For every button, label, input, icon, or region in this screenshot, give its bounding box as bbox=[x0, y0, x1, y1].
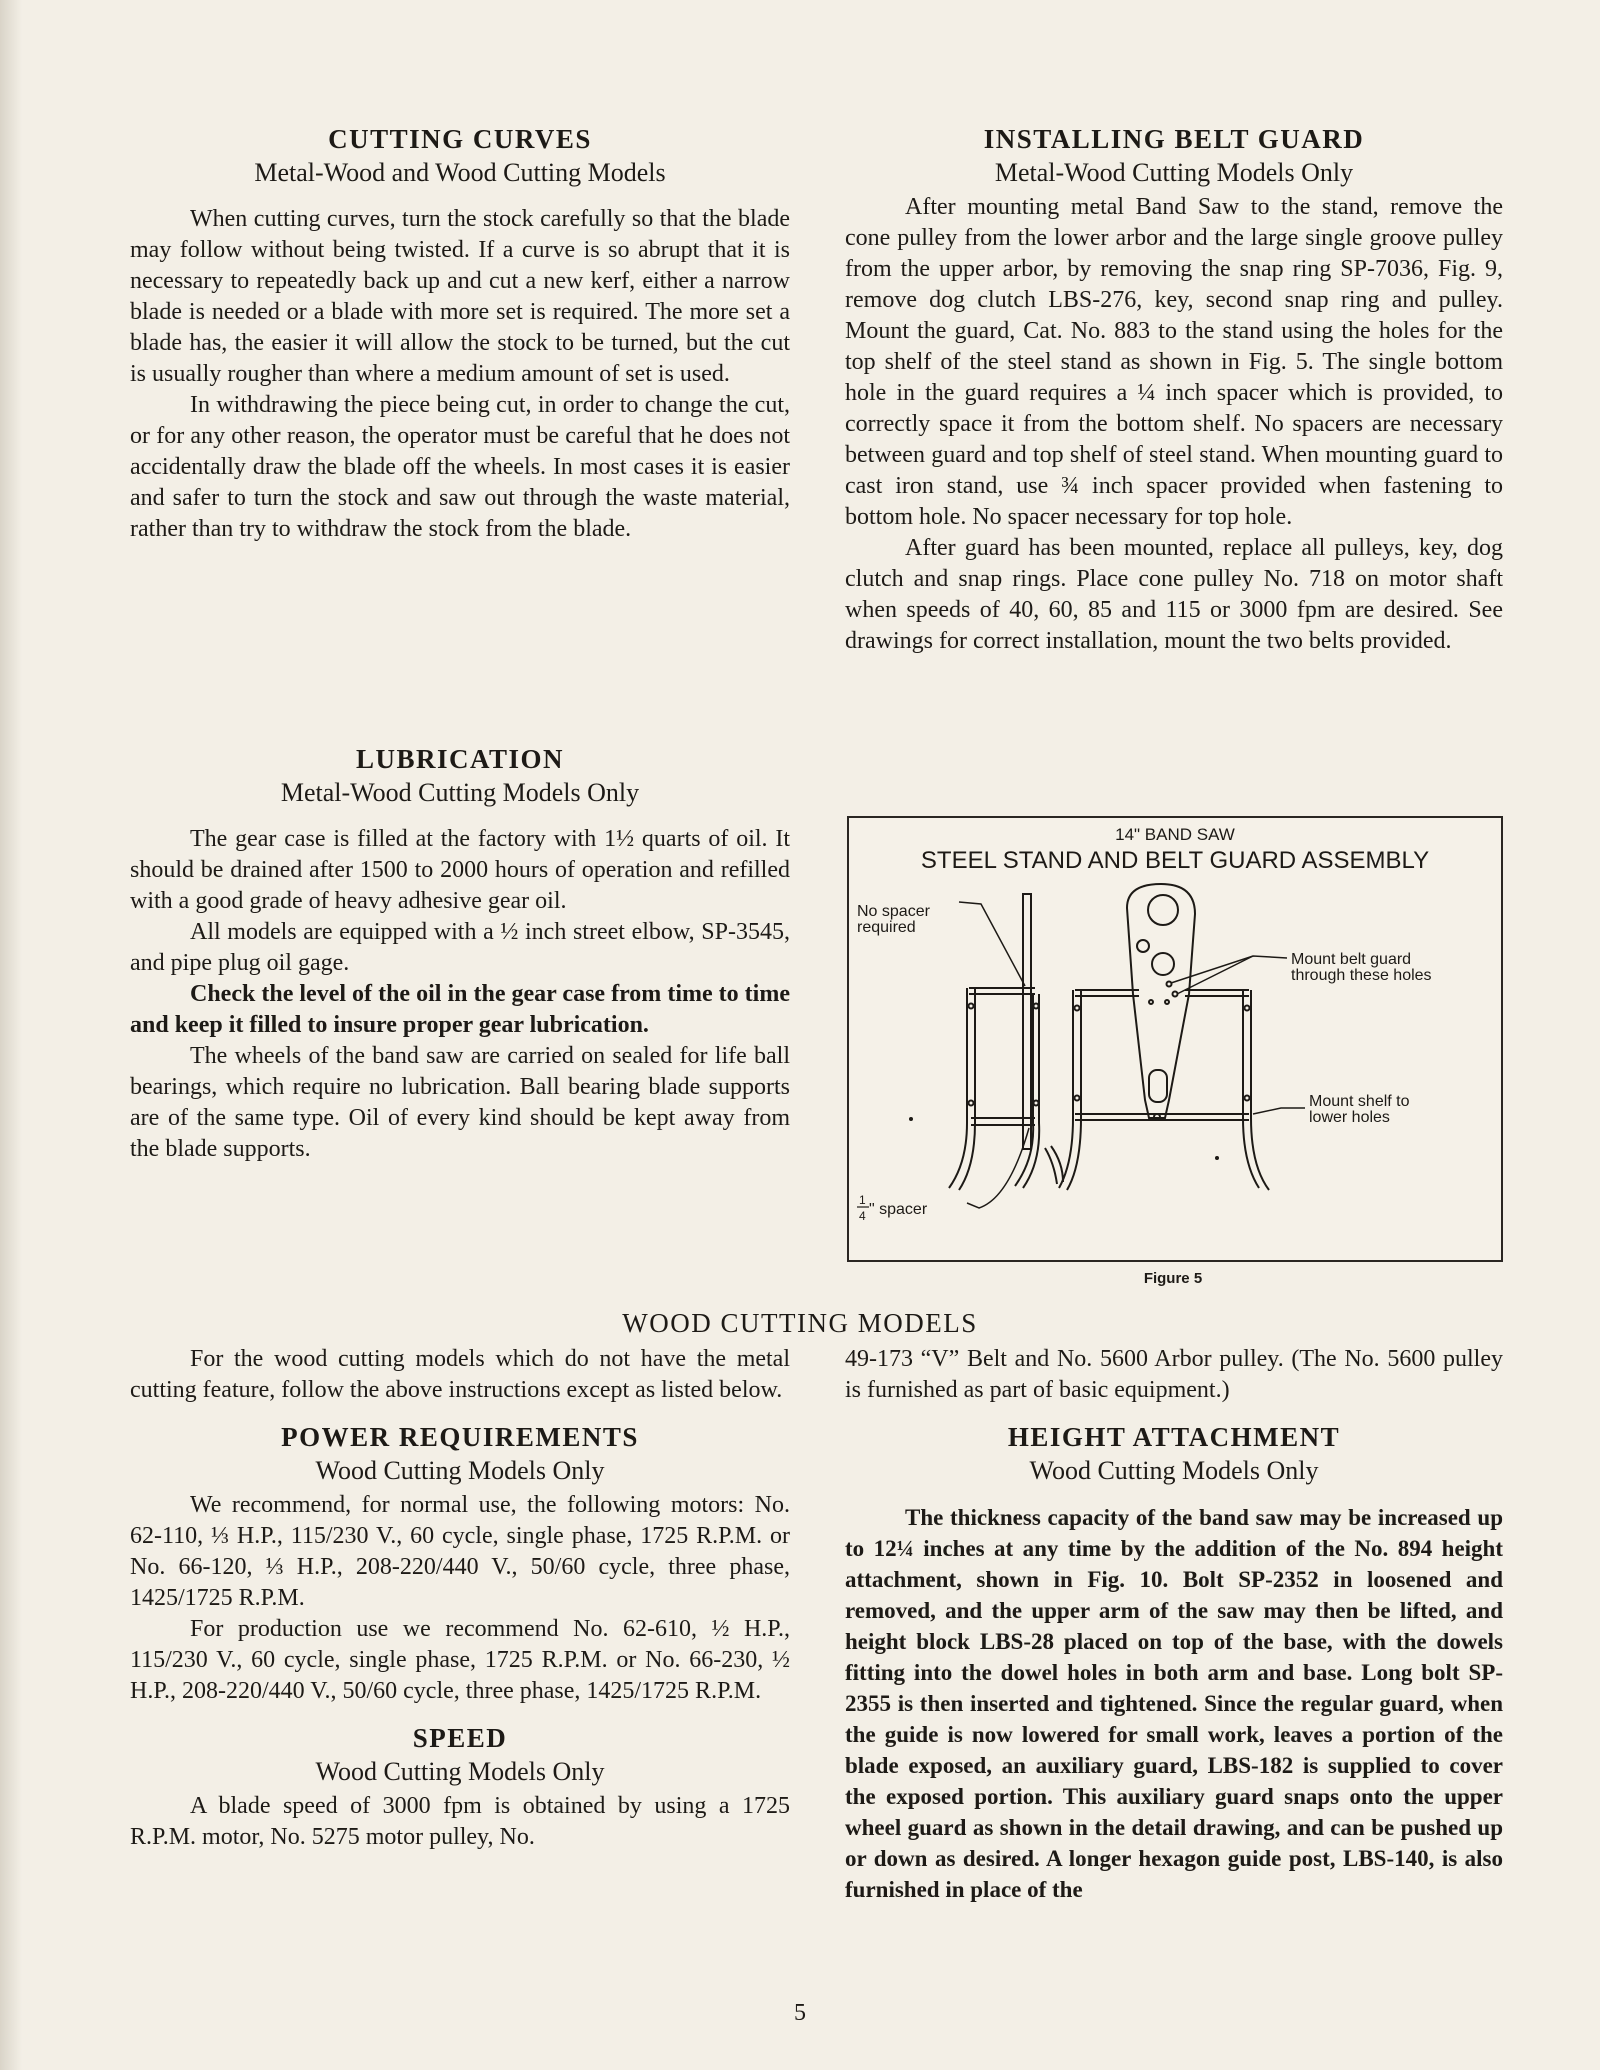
label-no-spacer-line2: required bbox=[857, 919, 916, 936]
belt-guard-assembly-drawing bbox=[849, 818, 1501, 1260]
lubrication-paragraph-3: Check the level of the oil in the gear case from time to time and keep it filled to insure proper gear lubrication. bbox=[130, 981, 790, 1038]
label-mount-shelf-line2: lower holes bbox=[1309, 1109, 1390, 1126]
cutting-curves-subheading: Metal-Wood and Wood Cutting Models bbox=[254, 158, 666, 187]
stray-dot-2 bbox=[1215, 1156, 1219, 1160]
figure-caption: Figure 5 bbox=[1143, 1270, 1203, 1287]
height-attachment-subheading: Wood Cutting Models Only bbox=[1029, 1456, 1319, 1485]
section-wood-cutting-left bbox=[130, 1344, 790, 1853]
label-spacer-numerator: 1 bbox=[859, 1193, 866, 1207]
belt-guard-paragraph-2: After guard has been mounted, replace all pulleys, key, dog clutch and snap rings. Place cone pulley No. 718 on motor shaft when speeds of 40, 60, 85 and 115 or 3000 fpm are desired. See drawings for correct installation, mount the two belts provided. bbox=[845, 535, 1503, 654]
lubrication-heading: LUBRICATION bbox=[355, 744, 565, 774]
wood-cutting-intro: For the wood cutting models which do not have the metal cutting feature, follow the above instructions except as listed below. bbox=[130, 1346, 790, 1403]
label-mount-guard-line2: through these holes bbox=[1291, 967, 1432, 984]
page-edge-shadow bbox=[0, 0, 22, 2070]
lubrication-paragraph-1: The gear case is filled at the factory with 1½ quarts of oil. It should be drained after 1500 to 2000 hours of operation and refilled with a good grade of heavy adhesive gear oil. bbox=[130, 826, 790, 914]
label-spacer-denominator: 4 bbox=[859, 1209, 866, 1223]
lubrication-subheading: Metal-Wood Cutting Models Only bbox=[280, 778, 640, 807]
front-view-leaders bbox=[1171, 956, 1305, 1114]
section-installing-belt-guard bbox=[845, 122, 1503, 657]
label-mount-shelf-line1: Mount shelf to bbox=[1309, 1093, 1410, 1110]
page-number: 5 bbox=[794, 2000, 806, 2026]
front-view-stand bbox=[1059, 884, 1269, 1190]
belt-guard-subheading: Metal-Wood Cutting Models Only bbox=[994, 158, 1354, 187]
power-requirements-subheading: Wood Cutting Models Only bbox=[315, 1456, 605, 1485]
belt-guard-paragraph-1: After mounting metal Band Saw to the stand, remove the cone pulley from the lower arbor and the large single groove pulley from the upper arbor, by removing the snap ring SP-7036, Fig. 9, remove dog clutch LBS-276, key, second snap ring and pulley. Mount the guard, Cat. No. 883 to the stand using the holes for the top shelf of the steel stand as shown in Fig. 5. The single bottom hole in the guard requires a ¼ inch spacer which is provided, to correctly space it from the bottom shelf. No spacers are necessary between guard and top shelf of steel stand. When mounting guard to cast iron stand, use ¾ inch spacer provided when fastening to bottom hole. No spacer necessary for top hole. bbox=[845, 194, 1503, 530]
cutting-curves-heading: CUTTING CURVES bbox=[328, 124, 592, 154]
figure-title-small: 14" BAND SAW bbox=[1115, 825, 1235, 844]
label-mount-guard-line1: Mount belt guard bbox=[1291, 951, 1412, 968]
speed-paragraph: A blade speed of 3000 fpm is obtained by using a 1725 R.P.M. motor, No. 5275 motor pulley, No. bbox=[130, 1793, 790, 1850]
cutting-curves-paragraph-1: When cutting curves, turn the stock carefully so that the blade may follow without being twisted. If a curve is so abrupt that it is necessary to repeatedly back up and cut a new kerf, either a narrow blade is needed or a blade with more set is required. The more set a blade has, the easier it will allow the stock to be turned, but the cut is usually rougher than where a medium amount of set is used. bbox=[130, 206, 790, 387]
wood-cutting-models-heading: WOOD CUTTING MODELS bbox=[622, 1308, 978, 1338]
height-attachment-heading: HEIGHT ATTACHMENT bbox=[1007, 1422, 1341, 1452]
cutting-curves-paragraph-2: In withdrawing the piece being cut, in order to change the cut, or for any other reason, the operator must be careful that he does not accidentally draw the blade off the wheels. In most cases it is easier and safer to turn the stock and saw out through the waste material, rather than try to withdraw the stock from the blade. bbox=[130, 392, 790, 542]
stray-dot bbox=[909, 1117, 913, 1121]
figure-5-diagram bbox=[847, 816, 1503, 1262]
lubrication-paragraph-2: All models are equipped with a ½ inch street elbow, SP-3545, and pipe plug oil gage. bbox=[130, 919, 790, 976]
figure-title-large: STEEL STAND AND BELT GUARD ASSEMBLY bbox=[920, 847, 1430, 874]
side-view-leaders bbox=[959, 902, 1029, 1208]
height-attachment-paragraph: The thickness capacity of the band saw may be increased up to 12¼ inches at any time by the addition of the No. 894 height attachment, shown in Fig. 10. Bolt SP-2352 in loosened and removed, and the upper arm of the saw may then be lifted, and height block LBS-28 placed on top of the base, with the dowels fitting into the dowel holes in both arm and base. Long bolt SP-2355 is then inserted and tightened. Since the regular guard, when the guide is now lowered for small work, leaves a portion of the blade exposed, an auxiliary guard, LBS-182 is supplied to cover the exposed portion. This auxiliary guard snaps onto the upper wheel guard as shown in the detail drawing, and can be pushed up or down as desired. A longer hexagon guide post, LBS-140, is also furnished in place of the bbox=[845, 1505, 1503, 1902]
side-view-stand bbox=[949, 894, 1063, 1190]
power-requirements-heading: POWER REQUIREMENTS bbox=[281, 1422, 639, 1452]
belt-guard-heading: INSTALLING BELT GUARD bbox=[983, 124, 1365, 154]
label-spacer-text: " spacer bbox=[869, 1201, 928, 1218]
section-wood-cutting-right bbox=[845, 1344, 1503, 1905]
lubrication-paragraph-4: The wheels of the band saw are carried on sealed for life ball bearings, which require no lubrication. Ball bearing blade supports are of the same type. Oil of every kind should be kept away from the blade supports. bbox=[130, 1043, 790, 1162]
section-lubrication bbox=[130, 742, 790, 1165]
speed-continuation: 49-173 “V” Belt and No. 5600 Arbor pulley. (The No. 5600 pulley is furnished as part of basic equipment.) bbox=[845, 1346, 1503, 1403]
speed-subheading: Wood Cutting Models Only bbox=[315, 1757, 605, 1786]
speed-heading: SPEED bbox=[412, 1723, 508, 1753]
label-no-spacer-line1: No spacer bbox=[857, 903, 930, 920]
section-cutting-curves bbox=[130, 122, 790, 545]
power-requirements-paragraph-2: For production use we recommend No. 62-610, ½ H.P., 115/230 V., 60 cycle, single phase, 1725 R.P.M. or No. 66-230, ½ H.P., 208-220/440 V., 50/60 cycle, three phase, 1425/1725 R.P.M. bbox=[130, 1616, 790, 1704]
power-requirements-paragraph-1: We recommend, for normal use, the following motors: No. 62-110, ⅓ H.P., 115/230 V., 60 cycle, single phase, 1725 R.P.M. or No. 66-120, ⅓ H.P., 208-220/440 V., 50/60 cycle, three phase, 1425/1725 R.P.M. bbox=[130, 1492, 790, 1611]
